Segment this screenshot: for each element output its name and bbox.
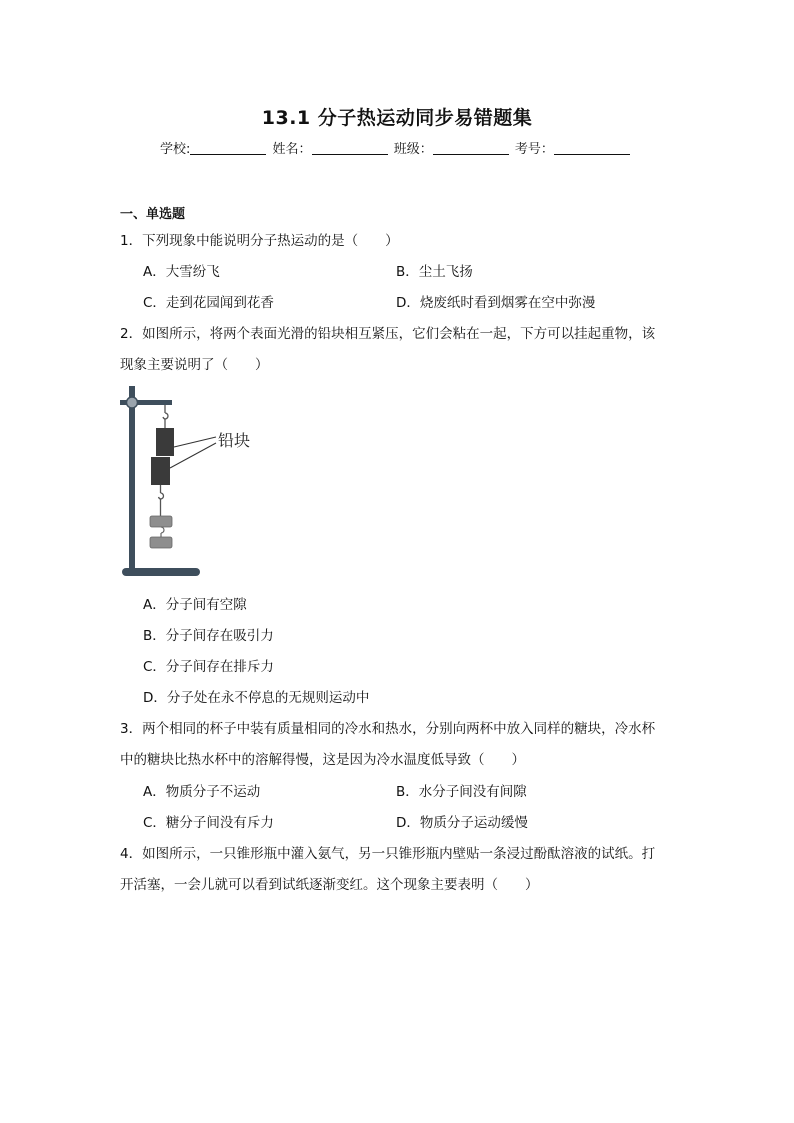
question-2-option-d[interactable]: D．分子处在永不停息的无规则运动中: [143, 690, 370, 706]
question-3-option-a[interactable]: A．物质分子不运动: [143, 784, 261, 800]
name-label: 姓名：: [272, 142, 312, 157]
section-title: 一、单选题: [120, 207, 186, 222]
lead-block-label: 铅块: [218, 431, 251, 450]
question-1-option-d[interactable]: D．烧废纸时看到烟雾在空中弥漫: [396, 295, 596, 311]
exam-no-blank[interactable]: [554, 142, 630, 155]
question-3-stem-line-1: 3．两个相同的杯子中装有质量相同的冷水和热水，分别向两杯中放入同样的糖块，冷水杯: [120, 721, 656, 737]
upper-hook: [163, 413, 168, 419]
question-1-stem: 1．下列现象中能说明分子热运动的是（ ）: [120, 233, 399, 249]
question-2-option-a[interactable]: A．分子间有空隙: [143, 597, 247, 613]
question-2-option-b[interactable]: B．分子间存在吸引力: [143, 628, 274, 644]
question-2-option-c[interactable]: C．分子间存在排斥力: [143, 659, 274, 675]
question-2-stem-line-1: 2．如图所示，将两个表面光滑的铅块相互紧压，它们会粘在一起，下方可以挂起重物，该: [120, 326, 656, 342]
stand-pole: [129, 386, 135, 572]
stand-clamp: [127, 397, 138, 408]
class-blank[interactable]: [433, 142, 509, 155]
label-pointer-upper: [174, 437, 216, 447]
lower-hook: [159, 493, 164, 499]
question-1-option-b[interactable]: B．尘土飞扬: [396, 264, 473, 280]
school-blank[interactable]: [190, 142, 266, 155]
name-blank[interactable]: [312, 142, 388, 155]
lower-weight: [150, 537, 172, 548]
upper-lead-block: [156, 428, 174, 456]
lead-block-apparatus-figure: [112, 380, 282, 585]
question-3-stem-line-2: 中的糖块比热水杯中的溶解得慢，这是因为冷水温度低导致（ ）: [120, 752, 525, 768]
lower-lead-block: [151, 457, 170, 485]
question-4-stem-line-2: 开活塞，一会儿就可以看到试纸逐渐变红。这个现象主要表明（ ）: [120, 877, 539, 893]
upper-weight: [150, 516, 172, 527]
school-label: 学校:: [160, 142, 191, 157]
page-title: 13.1 分子热运动同步易错题集: [261, 107, 533, 129]
class-label: 班级：: [393, 142, 433, 157]
question-3-option-b[interactable]: B．水分子间没有间隙: [396, 784, 527, 800]
question-3-option-c[interactable]: C．糖分子间没有斥力: [143, 815, 274, 831]
question-1-option-a[interactable]: A．大雪纷飞: [143, 264, 220, 280]
question-3-option-d[interactable]: D．物质分子运动缓慢: [396, 815, 528, 831]
question-4-stem-line-1: 4．如图所示，一只锥形瓶中灌入氨气，另一只锥形瓶内壁贴一条浸过酚酞溶液的试纸。打: [120, 846, 656, 862]
exam-no-label: 考号：: [514, 142, 554, 157]
question-1-option-c[interactable]: C．走到花园闻到花香: [143, 295, 274, 311]
question-2-stem-line-2: 现象主要说明了（ ）: [120, 357, 269, 373]
student-info-row: [160, 138, 632, 157]
